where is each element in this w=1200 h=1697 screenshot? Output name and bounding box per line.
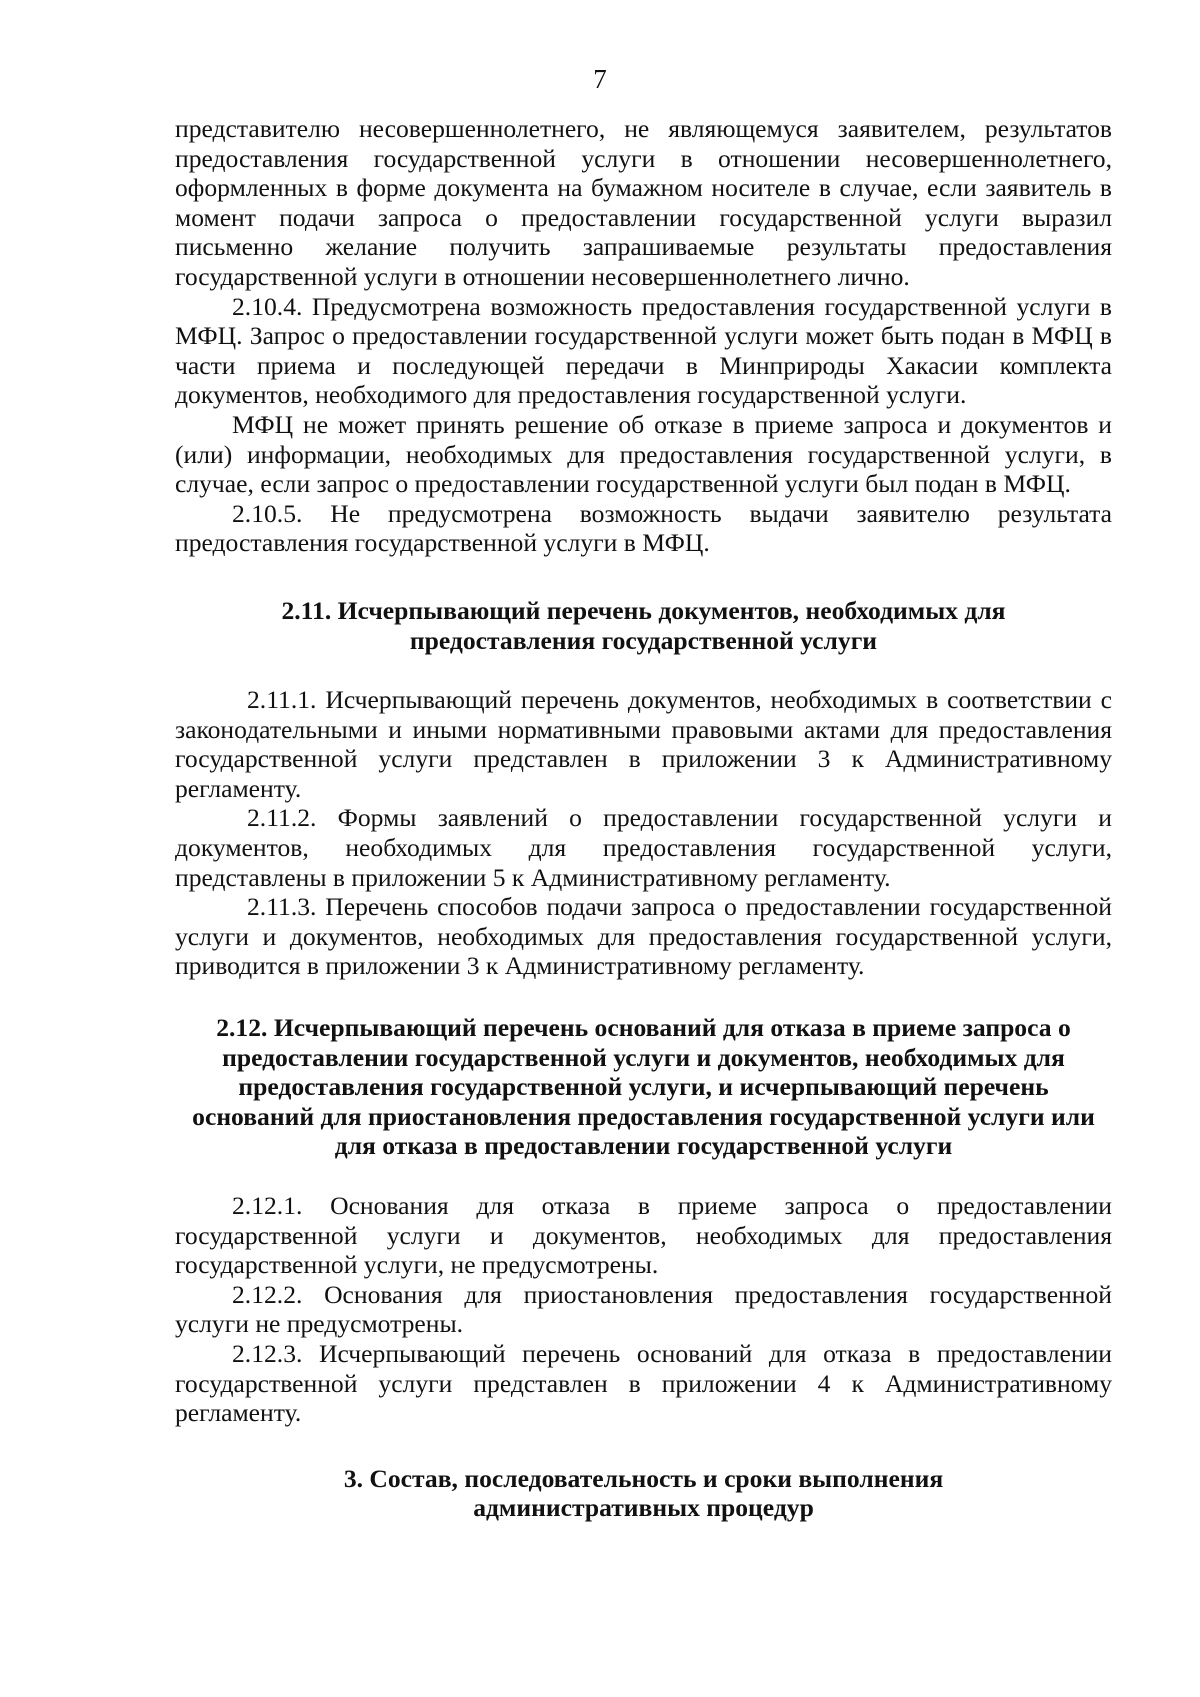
- heading-line: 2.12. Исчерпывающий перечень оснований для отказа в приеме запроса о: [216, 1013, 1071, 1043]
- heading-line: предоставления государственной услуги: [409, 625, 878, 655]
- heading-line: административных процедур: [473, 1493, 814, 1523]
- section-heading-2-12: [175, 1013, 1112, 1161]
- paragraph-continuation: представителю несовершеннолетнего, не являющемуся заявителем, результатов предоставления государственной услуги в отношении несовершеннолетнего, оформленных в форме документа на бумажном носителе в случае, если заявитель в момент подачи запроса о предоставлении государственной услуги выразил письменно желание получить запрашиваемые результаты предоставления государственной услуги в отношении несовершеннолетнего лично.: [175, 114, 1112, 291]
- section-heading-3: [175, 1464, 1112, 1523]
- section-heading-2-11: [175, 596, 1112, 655]
- paragraph-mfc-refusal: МФЦ не может принять решение об отказе в приеме запроса и документов и (или) информации, необходимых для предоставления государственной услуги, в случае, если запрос о предоставлении государственной услуги был подан в МФЦ.: [175, 409, 1112, 499]
- document-body: [175, 114, 1112, 1523]
- paragraph-2-11-2: 2.11.2. Формы заявлений о предоставлении государственной услуги и документов, необходимых для предоставления государственной услуги, представлены в приложении 5 к Административному регламенту.: [175, 803, 1112, 892]
- paragraph-2-10-4: 2.10.4. Предусмотрена возможность предоставления государственной услуги в МФЦ. Запрос о предоставлении государственной услуги может быть подан в МФЦ в части приема и последующей передачи в Минприроды Хакасии комплекта документов, необходимого для предоставления государственной услуги.: [175, 291, 1112, 410]
- paragraph-2-12-1: 2.12.1. Основания для отказа в приеме запроса о предоставлении государственной услуги и документов, необходимых для предоставления государственной услуги, не предусмотрены.: [175, 1191, 1112, 1280]
- heading-line: предоставления государственной услуги, и исчерпывающий перечень: [238, 1072, 1049, 1102]
- heading-line: 3. Состав, последовательность и сроки выполнения: [343, 1463, 944, 1493]
- paragraph-2-11-3: 2.11.3. Перечень способов подачи запроса о предоставлении государственной услуги и документов, необходимых для предоставления государственной услуги, приводится в приложении 3 к Административному регламенту.: [175, 892, 1112, 981]
- paragraph-2-11-1: 2.11.1. Исчерпывающий перечень документов, необходимых в соответствии с законодательными и иными нормативными правовыми актами для предоставления государственной услуги представлен в приложении 3 к Административному регламенту.: [175, 685, 1112, 803]
- page-number: 7: [593, 64, 607, 94]
- paragraph-2-10-5: 2.10.5. Не предусмотрена возможность выдачи заявителю результата предоставления государственной услуги в МФЦ.: [175, 498, 1112, 558]
- heading-line: для отказа в предоставлении государственной услуги: [334, 1131, 953, 1161]
- paragraph-2-12-2: 2.12.2. Основания для приостановления предоставления государственной услуги не предусмотрены.: [175, 1279, 1112, 1339]
- heading-line: предоставлении государственной услуги и документов, необходимых для: [222, 1042, 1065, 1072]
- heading-line: 2.11. Исчерпывающий перечень документов, необходимых для: [281, 595, 1006, 625]
- paragraph-2-12-3: 2.12.3. Исчерпывающий перечень оснований для отказа в предоставлении государственной услуги представлен в приложении 4 к Административному регламенту.: [175, 1338, 1112, 1428]
- heading-line: оснований для приостановления предоставления государственной услуги или: [192, 1101, 1095, 1131]
